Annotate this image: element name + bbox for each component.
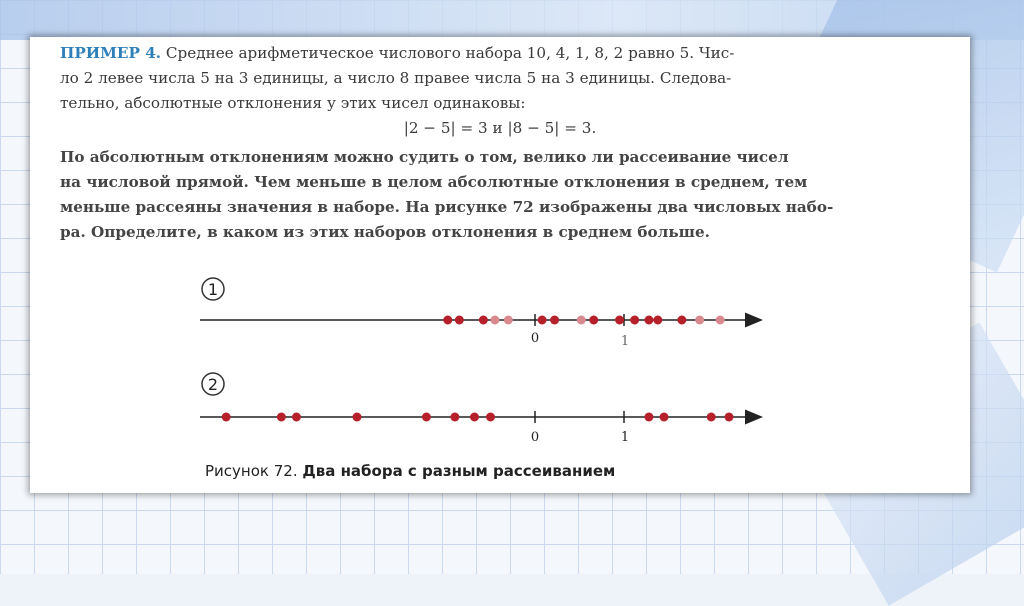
example-line-1-text: Среднее арифметическое числового набора 10, 4, 1, 8, 2 равно 5. Чис- <box>165 44 735 62</box>
set1-point <box>716 316 725 325</box>
set2-point <box>725 413 734 422</box>
textbook-page <box>30 37 970 493</box>
example-line-3: тельно, абсолютные отклонения у этих чисел одинаковы: <box>60 94 526 112</box>
paragraph-line-1: По абсолютным отклонениям можно судить о том, велико ли рассеивание чисел <box>60 148 789 166</box>
set2-point <box>450 413 459 422</box>
set2-point <box>292 413 301 422</box>
caption-prefix: Рисунок 72. <box>205 462 298 480</box>
paragraph-line-2: на числовой прямой. Чем меньше в целом абсолютные отклонения в среднем, тем <box>60 173 808 191</box>
set1-point <box>455 316 464 325</box>
set1-point <box>653 316 662 325</box>
set2-point <box>277 413 286 422</box>
set1-point <box>538 316 547 325</box>
example-label: ПРИМЕР 4. <box>60 44 162 62</box>
number-lines-figure <box>30 37 970 493</box>
set1-point <box>577 316 586 325</box>
set2-point <box>222 413 231 422</box>
set1-point <box>589 316 598 325</box>
set2-point <box>353 413 362 422</box>
set1-point <box>695 316 704 325</box>
set2-label: 2 <box>207 375 219 394</box>
caption-title: Два набора с разным рассеиванием <box>302 462 616 480</box>
paragraph-line-3: меньше рассеяны значения в наборе. На рисунке 72 изображены два числовых набо- <box>60 198 834 216</box>
set1-point <box>504 316 513 325</box>
figure-caption <box>205 462 615 480</box>
set1-point <box>490 316 499 325</box>
example-line-2: ло 2 левее числа 5 на 3 единицы, а число 8 правее числа 5 на 3 единицы. Следова- <box>60 69 732 87</box>
set1-tick-label-1: 1 <box>620 334 630 349</box>
paragraph-line-4: ра. Определите, в каком из этих наборов отклонения в среднем больше. <box>60 223 710 241</box>
set1-point <box>677 316 686 325</box>
set2-point <box>644 413 653 422</box>
set1-point <box>615 316 624 325</box>
set1-label: 1 <box>207 280 219 299</box>
set2-tick-label-1: 1 <box>620 430 630 445</box>
set1-point <box>479 316 488 325</box>
set2-point <box>486 413 495 422</box>
set2-point <box>470 413 479 422</box>
set1-tick-label-0: 0 <box>530 331 540 346</box>
formula: |2 − 5| = 3 и |8 − 5| = 3. <box>403 119 597 137</box>
set1-point <box>630 316 639 325</box>
set2-point <box>422 413 431 422</box>
set1-point <box>443 316 452 325</box>
set2-point <box>707 413 716 422</box>
set2-point <box>660 413 669 422</box>
set1-points <box>443 316 724 325</box>
set1-point <box>644 316 653 325</box>
set1-point <box>550 316 559 325</box>
set2-tick-label-0: 0 <box>530 430 540 445</box>
